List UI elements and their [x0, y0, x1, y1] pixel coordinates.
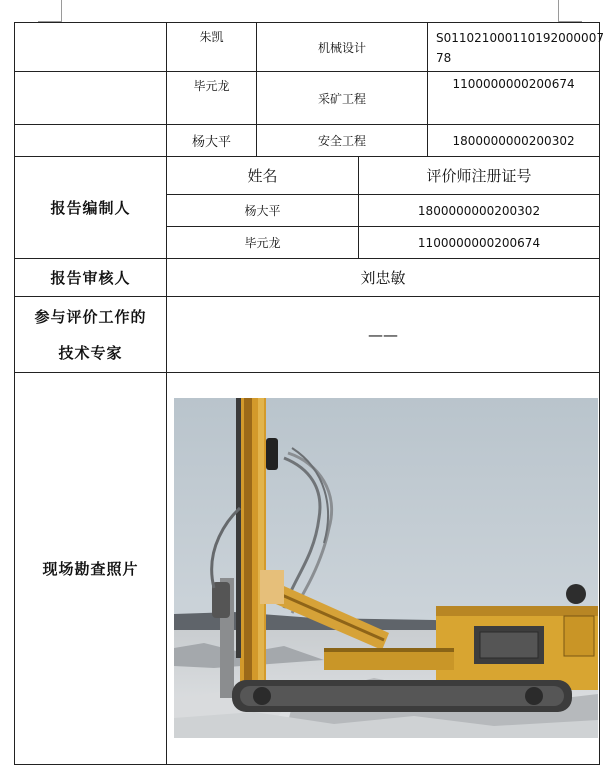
member-row	[15, 23, 600, 72]
experts-row	[15, 297, 600, 373]
member-cert	[428, 23, 604, 72]
reviewer-label: 报告审核人	[15, 259, 167, 297]
crop-mark-left-v	[61, 0, 62, 22]
compiler-cert: 1800000000200302	[359, 195, 600, 227]
member-cert-line1: S011021000110192000007	[436, 31, 604, 45]
member-specialty: 机械设计	[257, 23, 428, 72]
experts-label-line2: 技术专家	[58, 343, 123, 362]
photo-cell	[167, 373, 600, 765]
crop-mark-right-v	[558, 0, 559, 22]
blank-cell	[15, 125, 167, 157]
member-name: 朱凯	[167, 23, 257, 72]
reviewer-name: 刘忠敏	[167, 259, 600, 297]
experts-label-line1: 参与评价工作的	[34, 307, 147, 326]
compiler-name: 毕元龙	[167, 227, 359, 259]
blank-cell	[15, 72, 167, 125]
compiler-name: 杨大平	[167, 195, 359, 227]
compiler-cert: 1100000000200674	[359, 227, 600, 259]
member-cert-line2: 78	[436, 51, 452, 65]
site-photo	[174, 398, 598, 738]
photo-row	[15, 373, 600, 765]
reviewer-row	[15, 259, 600, 297]
compiler-cert-header: 评价师注册证号	[359, 157, 600, 195]
photo-label: 现场勘查照片	[15, 373, 167, 765]
member-row	[15, 125, 600, 157]
member-specialty: 安全工程	[257, 125, 428, 157]
member-row	[15, 72, 600, 125]
experts-label	[15, 297, 167, 373]
member-specialty: 采矿工程	[257, 72, 428, 125]
report-table	[14, 22, 604, 765]
member-cert: 1800000000200302	[428, 125, 600, 157]
member-name: 杨大平	[167, 125, 257, 157]
member-name: 毕元龙	[167, 72, 257, 125]
blank-cell	[15, 23, 167, 72]
compiler-name-header: 姓名	[167, 157, 359, 195]
member-cert: 1100000000200674	[428, 72, 600, 125]
compiler-label: 报告编制人	[15, 157, 167, 259]
experts-value: ——	[167, 297, 600, 373]
compiler-header-row	[15, 157, 600, 195]
